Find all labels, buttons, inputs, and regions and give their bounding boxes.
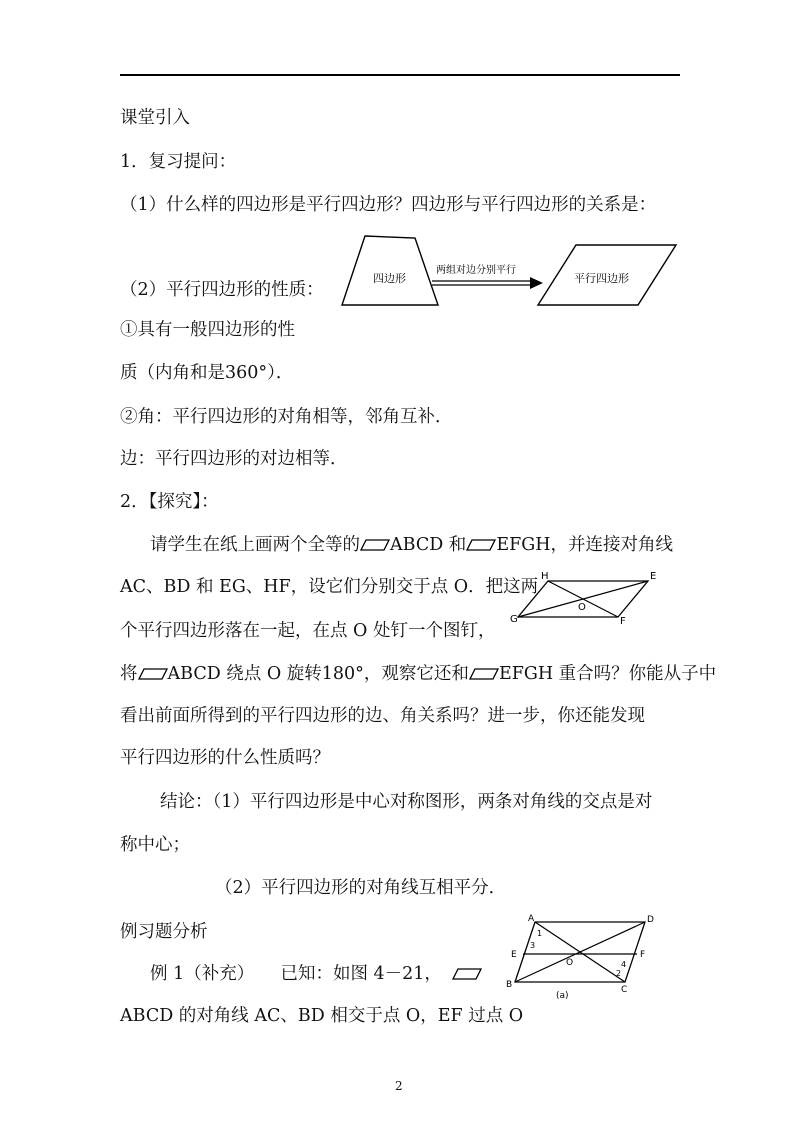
figure-caption: (a) — [556, 991, 569, 1001]
label-g: G — [510, 614, 518, 625]
example-1-line-2: ABCD 的对角线 AC、BD 相交于点 O，EF 过点 O — [120, 1006, 524, 1026]
label-f: F — [640, 950, 646, 960]
property-sides: 边：平行四边形的对边相等． — [120, 449, 348, 469]
conclusion-1-cont: 称中心； — [120, 835, 190, 855]
explore-heading: 2．【探究】： — [120, 492, 219, 512]
property-1: ①具有一般四边形的性 — [120, 320, 295, 340]
quadrilateral-label: 四边形 — [373, 272, 406, 285]
explore-text-f: EFGH 重合吗？你能从子中 — [498, 664, 717, 684]
example-1-text: 例 1（补充） 已知：如图 4－21， — [150, 964, 442, 984]
question-1: （1）什么样的四边形是平行四边形？四边形与平行四边形的关系是： — [120, 195, 657, 215]
parallelogram-symbol-icon — [466, 539, 496, 551]
explore-line-1 — [150, 533, 673, 557]
label-d: D — [647, 915, 654, 925]
explore-line-2: AC、BD 和 EG、HF，设它们分别交于点 O．把这两 — [120, 577, 539, 597]
angle-label-2: 2 — [616, 969, 622, 978]
label-e: E — [511, 950, 517, 960]
parallelogram-symbol-icon — [452, 968, 482, 980]
label-c: C — [621, 985, 628, 995]
parallelogram-symbol-icon — [138, 668, 168, 680]
conclusion-1: 结论：（1）平行四边形是中心对称图形，两条对角线的交点是对 — [160, 792, 653, 812]
parallelogram-symbol-icon — [469, 668, 499, 680]
explore-text-d: 将 — [120, 664, 138, 684]
arrow-head-icon — [530, 277, 543, 289]
review-question-heading: 1．复习提问： — [120, 152, 237, 172]
label-e: E — [650, 571, 657, 582]
parallelogram-efgh-diagram — [508, 570, 683, 628]
example-1-line-1 — [150, 962, 482, 986]
property-angles: ②角：平行四边形的对角相等，邻角互补． — [120, 407, 453, 427]
label-b: B — [506, 980, 513, 990]
parallelogram-label: 平行四边形 — [574, 272, 629, 285]
explore-text-c: EFGH，并连接对角线 — [496, 535, 673, 555]
explore-text-b: ABCD 和 — [390, 535, 467, 555]
explore-line-3: 个平行四边形落在一起，在点 O 处钉一个图钉， — [120, 621, 496, 641]
parallelogram-symbol-icon — [360, 539, 390, 551]
section-title: 课堂引入 — [120, 108, 190, 128]
quadrilateral-to-parallelogram-diagram — [340, 230, 685, 312]
header-rule — [120, 74, 680, 76]
examples-heading: 例习题分析 — [120, 922, 208, 942]
page-number: 2 — [395, 1079, 403, 1093]
conclusion-2: （2）平行四边形的对角线互相平分． — [215, 878, 507, 898]
explore-line-4 — [120, 662, 716, 686]
property-1-cont: 质（内角和是360°）． — [120, 363, 294, 383]
explore-text-e: ABCD 绕点 O 旋转180°，观察它还和 — [167, 664, 469, 684]
quadrilateral-shape — [342, 236, 438, 305]
explore-line-5: 看出前面所得到的平行四边形的边、角关系吗？进一步，你还能发现 — [120, 706, 645, 726]
angle-label-3: 3 — [530, 941, 536, 950]
diagonal-bd — [515, 922, 645, 982]
label-a: A — [528, 914, 535, 924]
angle-label-4: 4 — [621, 960, 627, 969]
label-o: O — [578, 602, 586, 613]
label-o: O — [566, 958, 574, 968]
explore-line-6: 平行四边形的什么性质吗？ — [120, 748, 330, 768]
parallelogram-abcd-diagram — [500, 910, 670, 1002]
label-f: F — [620, 616, 626, 627]
question-2: （2）平行四边形的性质： — [120, 280, 324, 300]
angle-label-1: 1 — [537, 929, 543, 938]
label-h: H — [541, 571, 549, 582]
explore-text-a: 请学生在纸上画两个全等的 — [150, 535, 360, 555]
arrow-label: 两组对边分别平行 — [436, 265, 516, 276]
